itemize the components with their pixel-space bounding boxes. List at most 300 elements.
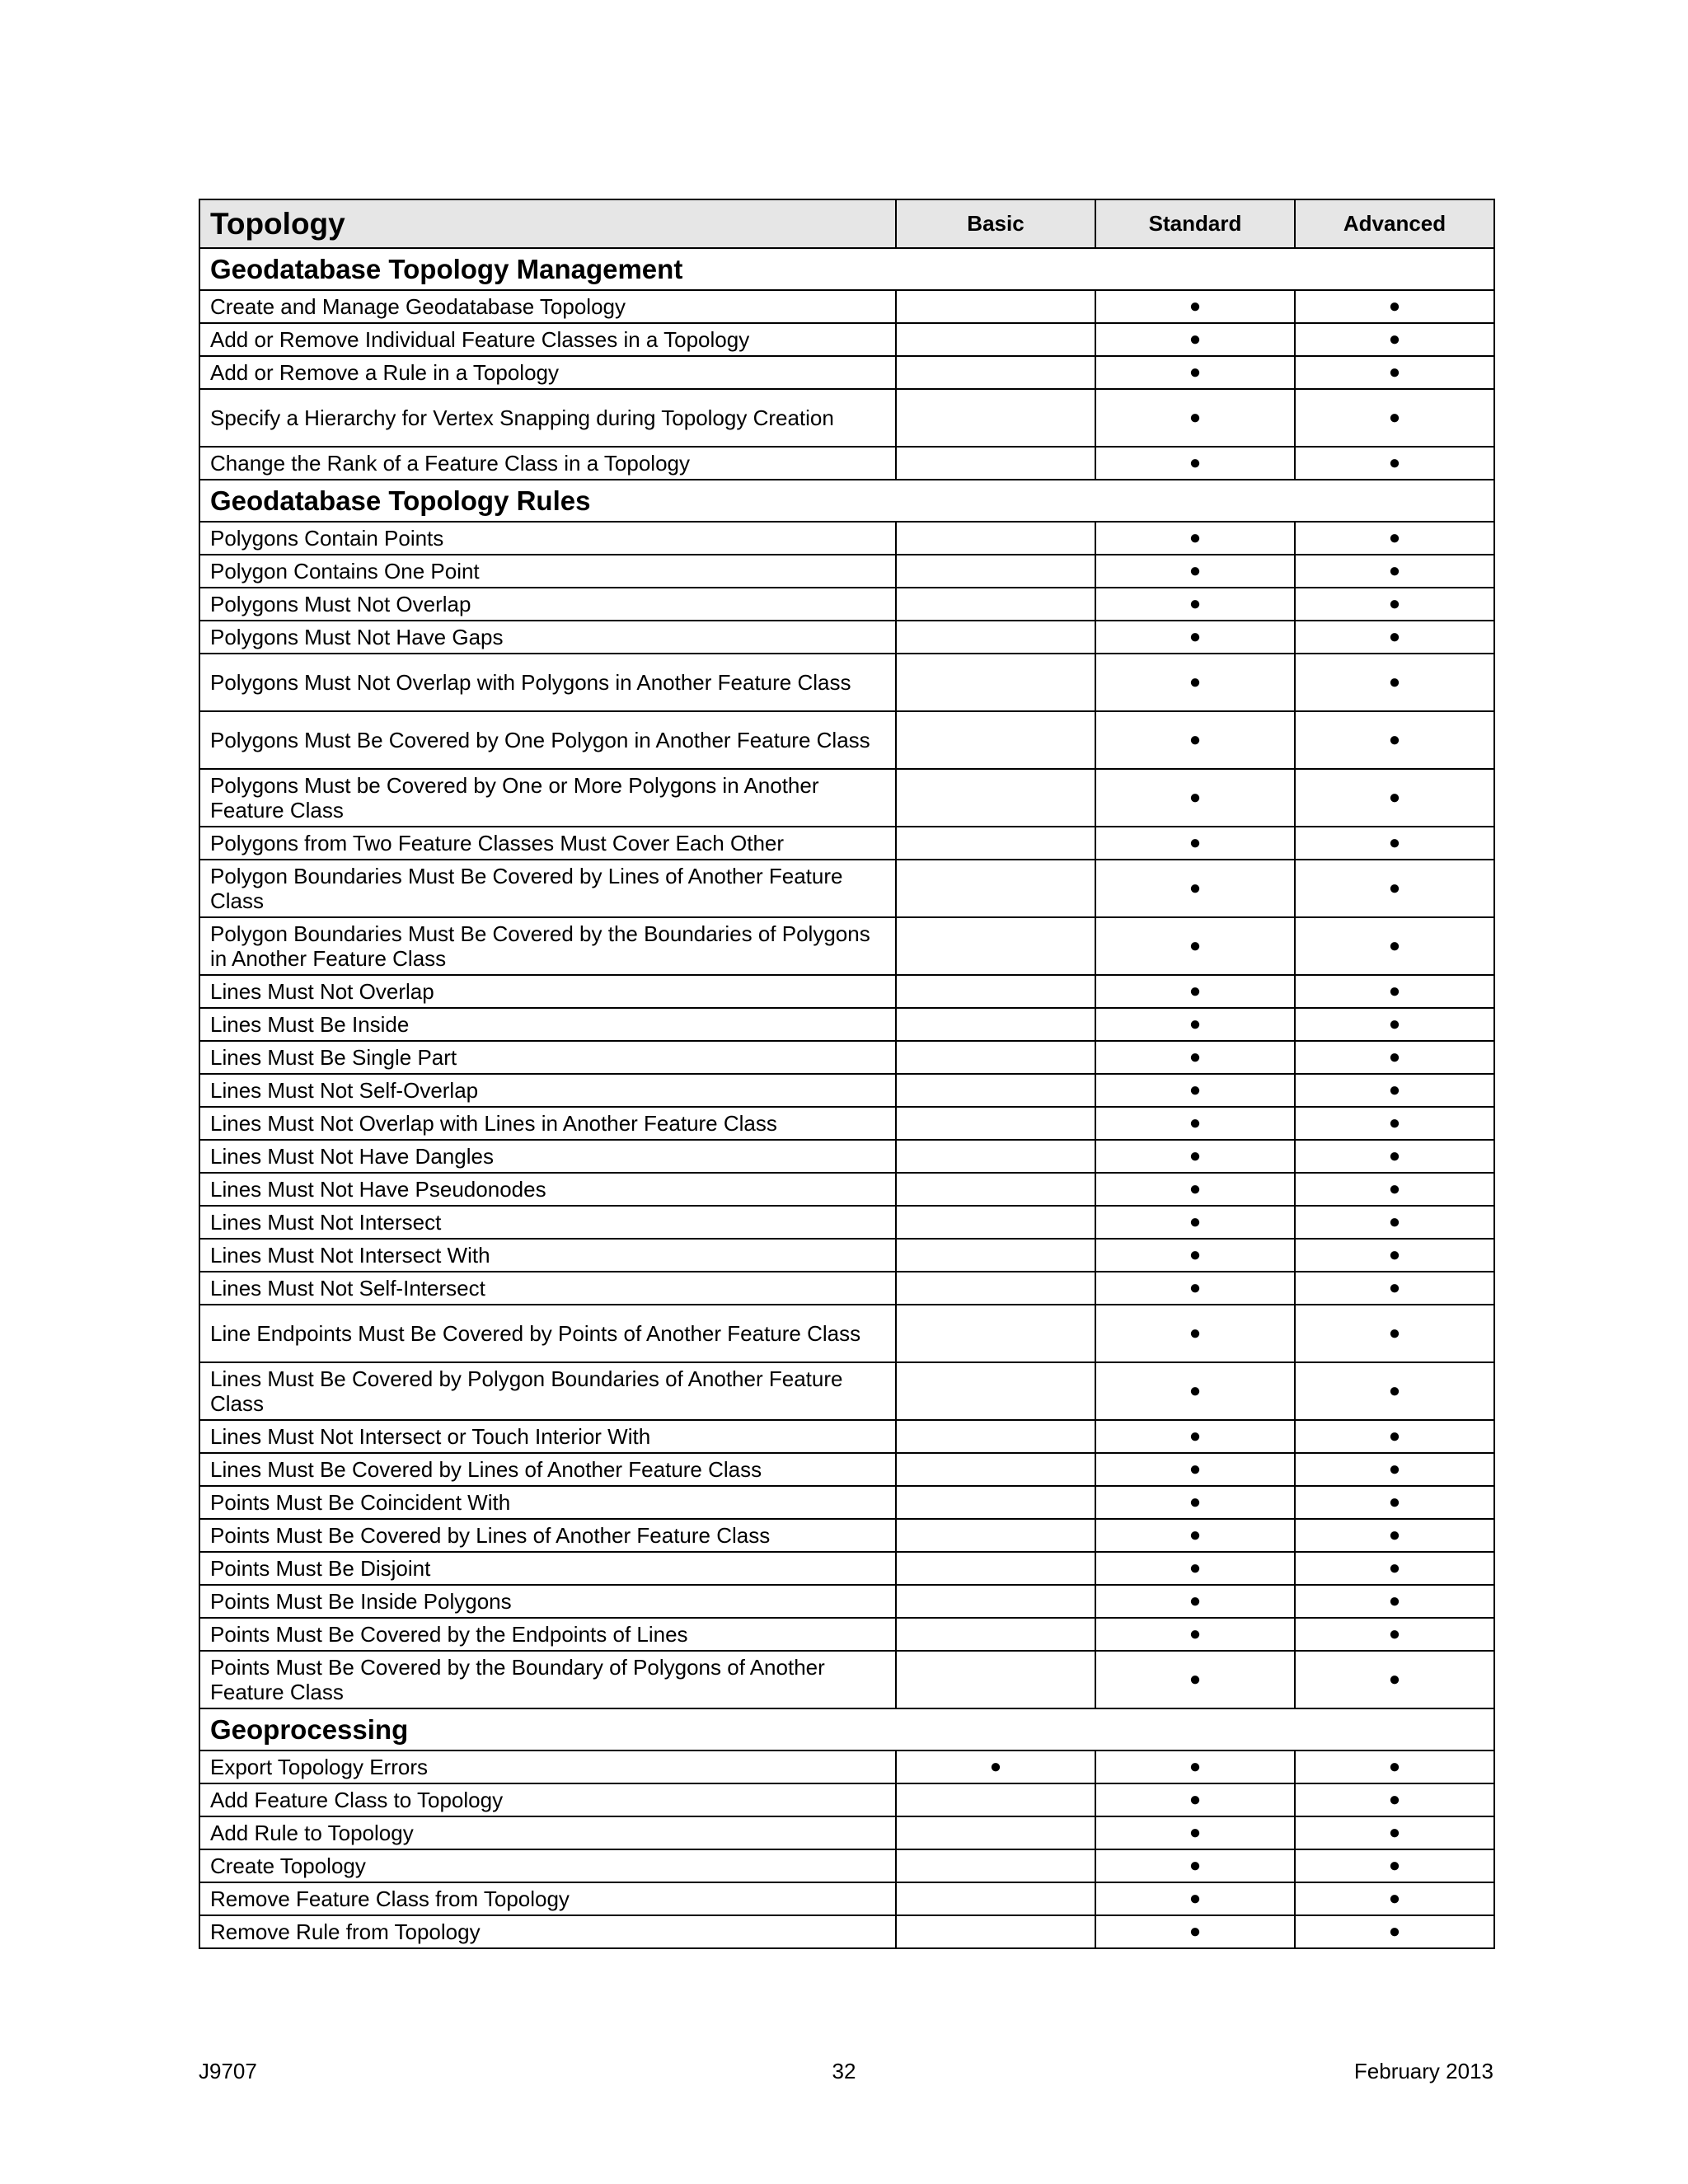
table-row: [199, 654, 1494, 711]
standard-availability-cell: [1095, 389, 1295, 447]
feature-label: Polygons Must Be Covered by One Polygon in Another Feature Class: [199, 711, 896, 769]
standard-availability-cell: [1095, 1552, 1295, 1585]
availability-dot-icon: ●: [1388, 1458, 1401, 1480]
availability-dot-icon: ●: [1388, 593, 1401, 615]
standard-availability-cell: [1095, 860, 1295, 917]
availability-dot-icon: ●: [1189, 1557, 1202, 1579]
advanced-availability-cell: [1295, 827, 1494, 860]
table-row: [199, 1305, 1494, 1362]
availability-dot-icon: ●: [1388, 626, 1401, 648]
footer-page-number: 32: [832, 2059, 856, 2083]
table-row: [199, 1783, 1494, 1816]
availability-dot-icon: ●: [1189, 560, 1202, 582]
feature-label: Points Must Be Disjoint: [199, 1552, 896, 1585]
table-row: [199, 389, 1494, 447]
advanced-availability-cell: [1295, 1618, 1494, 1651]
feature-label: Points Must Be Covered by the Endpoints of Lines: [199, 1618, 896, 1651]
footer-date: February 2013: [1353, 2059, 1493, 2083]
availability-dot-icon: ●: [1189, 1755, 1202, 1778]
availability-dot-icon: ●: [1388, 1046, 1401, 1068]
availability-dot-icon: ●: [1189, 1458, 1202, 1480]
advanced-availability-cell: [1295, 522, 1494, 555]
availability-dot-icon: ●: [1388, 406, 1401, 429]
standard-availability-cell: [1095, 621, 1295, 654]
availability-dot-icon: ●: [1189, 1046, 1202, 1068]
standard-availability-cell: [1095, 1585, 1295, 1618]
availability-dot-icon: ●: [1388, 1788, 1401, 1811]
feature-label: Points Must Be Covered by Lines of Another Feature Class: [199, 1519, 896, 1552]
advanced-availability-cell: [1295, 1552, 1494, 1585]
section-title: Geodatabase Topology Rules: [199, 480, 1494, 522]
standard-availability-cell: [1095, 522, 1295, 555]
basic-availability-cell: [896, 1362, 1095, 1420]
table-row: [199, 1618, 1494, 1651]
availability-dot-icon: ●: [1189, 1425, 1202, 1447]
basic-availability-cell: [896, 711, 1095, 769]
availability-dot-icon: ●: [1189, 1244, 1202, 1266]
table-row: [199, 1272, 1494, 1305]
standard-availability-cell: [1095, 1486, 1295, 1519]
feature-label: Remove Feature Class from Topology: [199, 1882, 896, 1915]
table-row: [199, 1651, 1494, 1708]
table-row: [199, 1552, 1494, 1585]
table-row: [199, 1585, 1494, 1618]
availability-dot-icon: ●: [1388, 328, 1401, 350]
table-row: [199, 1816, 1494, 1849]
standard-availability-cell: [1095, 711, 1295, 769]
standard-availability-cell: [1095, 769, 1295, 827]
section-title: Geodatabase Topology Management: [199, 248, 1494, 290]
standard-availability-cell: [1095, 1420, 1295, 1453]
basic-availability-cell: [896, 447, 1095, 480]
feature-label: Lines Must Not Overlap: [199, 975, 896, 1008]
feature-label: Lines Must Be Inside: [199, 1008, 896, 1041]
availability-dot-icon: ●: [1189, 1145, 1202, 1167]
availability-dot-icon: ●: [1388, 1668, 1401, 1690]
standard-availability-cell: [1095, 555, 1295, 588]
table-row: [199, 827, 1494, 860]
standard-availability-cell: [1095, 1173, 1295, 1206]
basic-availability-cell: [896, 1816, 1095, 1849]
table-row: [199, 1239, 1494, 1272]
feature-label: Polygons Must Not Overlap with Polygons in Another Feature Class: [199, 654, 896, 711]
table-row: [199, 555, 1494, 588]
basic-availability-cell: [896, 1783, 1095, 1816]
column-header-standard: Standard: [1095, 199, 1295, 248]
basic-availability-cell: [896, 555, 1095, 588]
feature-label: Lines Must Not Intersect: [199, 1206, 896, 1239]
availability-dot-icon: ●: [1388, 1557, 1401, 1579]
table-row: [199, 1519, 1494, 1552]
availability-dot-icon: ●: [1388, 1277, 1401, 1299]
standard-availability-cell: [1095, 1206, 1295, 1239]
standard-availability-cell: [1095, 1272, 1295, 1305]
basic-availability-cell: [896, 1206, 1095, 1239]
feature-label: Add or Remove a Rule in a Topology: [199, 356, 896, 389]
advanced-availability-cell: [1295, 769, 1494, 827]
advanced-availability-cell: [1295, 654, 1494, 711]
advanced-availability-cell: [1295, 1420, 1494, 1453]
basic-availability-cell: [896, 1552, 1095, 1585]
standard-availability-cell: [1095, 1008, 1295, 1041]
standard-availability-cell: [1095, 1849, 1295, 1882]
availability-dot-icon: ●: [1189, 1322, 1202, 1344]
standard-availability-cell: [1095, 1362, 1295, 1420]
availability-dot-icon: ●: [1189, 1668, 1202, 1690]
basic-availability-cell: [896, 1305, 1095, 1362]
advanced-availability-cell: [1295, 1849, 1494, 1882]
table-row: [199, 447, 1494, 480]
advanced-availability-cell: [1295, 1107, 1494, 1140]
availability-dot-icon: ●: [1189, 1013, 1202, 1035]
feature-label: Points Must Be Coincident With: [199, 1486, 896, 1519]
standard-availability-cell: [1095, 975, 1295, 1008]
availability-dot-icon: ●: [1189, 295, 1202, 317]
availability-dot-icon: ●: [1388, 935, 1401, 957]
feature-label: Lines Must Not Self-Intersect: [199, 1272, 896, 1305]
feature-label: Export Topology Errors: [199, 1750, 896, 1783]
advanced-availability-cell: [1295, 1173, 1494, 1206]
availability-dot-icon: ●: [1189, 786, 1202, 808]
standard-availability-cell: [1095, 654, 1295, 711]
feature-label: Polygon Contains One Point: [199, 555, 896, 588]
advanced-availability-cell: [1295, 1272, 1494, 1305]
standard-availability-cell: [1095, 1915, 1295, 1948]
table-row: [199, 917, 1494, 975]
advanced-availability-cell: [1295, 1008, 1494, 1041]
table-title: Topology: [199, 199, 896, 248]
standard-availability-cell: [1095, 1882, 1295, 1915]
basic-availability-cell: [896, 1272, 1095, 1305]
availability-dot-icon: ●: [1189, 1277, 1202, 1299]
feature-label: Lines Must Be Covered by Lines of Another Feature Class: [199, 1453, 896, 1486]
basic-availability-cell: [896, 1107, 1095, 1140]
advanced-availability-cell: [1295, 1486, 1494, 1519]
footer-document-id: J9707: [199, 2059, 257, 2083]
basic-availability-cell: [896, 290, 1095, 323]
table-row: [199, 1915, 1494, 1948]
table-row: [199, 356, 1494, 389]
basic-availability-cell: [896, 975, 1095, 1008]
advanced-availability-cell: [1295, 860, 1494, 917]
availability-dot-icon: ●: [1388, 452, 1401, 474]
basic-availability-cell: [896, 1585, 1095, 1618]
availability-dot-icon: ●: [1388, 1887, 1401, 1910]
advanced-availability-cell: [1295, 1651, 1494, 1708]
availability-dot-icon: ●: [1189, 1887, 1202, 1910]
basic-availability-cell: [896, 1849, 1095, 1882]
feature-label: Polygons Must Not Overlap: [199, 588, 896, 621]
standard-availability-cell: [1095, 1453, 1295, 1486]
availability-dot-icon: ●: [1189, 452, 1202, 474]
availability-dot-icon: ●: [1388, 1322, 1401, 1344]
availability-dot-icon: ●: [1388, 1211, 1401, 1233]
availability-dot-icon: ●: [1189, 1854, 1202, 1877]
basic-availability-cell: [896, 1651, 1095, 1708]
table-row: [199, 522, 1494, 555]
availability-dot-icon: ●: [1388, 1623, 1401, 1645]
availability-dot-icon: ●: [1388, 1145, 1401, 1167]
feature-label: Polygon Boundaries Must Be Covered by Lines of Another Feature Class: [199, 860, 896, 917]
basic-availability-cell: [896, 1618, 1095, 1651]
standard-availability-cell: [1095, 917, 1295, 975]
availability-dot-icon: ●: [1388, 729, 1401, 751]
availability-dot-icon: ●: [1388, 832, 1401, 854]
feature-label: Change the Rank of a Feature Class in a Topology: [199, 447, 896, 480]
advanced-availability-cell: [1295, 1915, 1494, 1948]
standard-availability-cell: [1095, 1305, 1295, 1362]
advanced-availability-cell: [1295, 621, 1494, 654]
availability-dot-icon: ●: [1189, 1590, 1202, 1612]
standard-availability-cell: [1095, 588, 1295, 621]
feature-label: Add Rule to Topology: [199, 1816, 896, 1849]
availability-dot-icon: ●: [1388, 1920, 1401, 1943]
basic-availability-cell: [896, 1882, 1095, 1915]
advanced-availability-cell: [1295, 1519, 1494, 1552]
feature-label: Polygons Must be Covered by One or More Polygons in Another Feature Class: [199, 769, 896, 827]
feature-label: Lines Must Not Self-Overlap: [199, 1074, 896, 1107]
availability-dot-icon: ●: [1189, 832, 1202, 854]
basic-availability-cell: [896, 1750, 1095, 1783]
table-row: [199, 323, 1494, 356]
availability-dot-icon: ●: [1189, 877, 1202, 899]
availability-dot-icon: ●: [1189, 1788, 1202, 1811]
advanced-availability-cell: [1295, 917, 1494, 975]
feature-label: Remove Rule from Topology: [199, 1915, 896, 1948]
availability-dot-icon: ●: [1189, 328, 1202, 350]
table-row: [199, 1173, 1494, 1206]
advanced-availability-cell: [1295, 447, 1494, 480]
availability-dot-icon: ●: [1388, 1491, 1401, 1513]
basic-availability-cell: [896, 1173, 1095, 1206]
table-row: [199, 1206, 1494, 1239]
availability-dot-icon: ●: [1189, 593, 1202, 615]
feature-label: Lines Must Not Intersect With: [199, 1239, 896, 1272]
availability-dot-icon: ●: [1189, 980, 1202, 1002]
advanced-availability-cell: [1295, 323, 1494, 356]
availability-dot-icon: ●: [1388, 1854, 1401, 1877]
advanced-availability-cell: [1295, 290, 1494, 323]
table-row: [199, 1486, 1494, 1519]
table-body: [199, 248, 1494, 1948]
basic-availability-cell: [896, 1239, 1095, 1272]
column-header-basic: Basic: [896, 199, 1095, 248]
feature-label: Points Must Be Covered by the Boundary of Polygons of Another Feature Class: [199, 1651, 896, 1708]
basic-availability-cell: [896, 1519, 1095, 1552]
availability-dot-icon: ●: [1388, 980, 1401, 1002]
standard-availability-cell: [1095, 1041, 1295, 1074]
section-header-row: [199, 248, 1494, 290]
standard-availability-cell: [1095, 1651, 1295, 1708]
section-title: Geoprocessing: [199, 1708, 1494, 1750]
basic-availability-cell: [896, 1420, 1095, 1453]
standard-availability-cell: [1095, 1074, 1295, 1107]
availability-dot-icon: ●: [1388, 877, 1401, 899]
availability-dot-icon: ●: [1388, 1178, 1401, 1200]
topology-license-table: [199, 199, 1495, 1949]
availability-dot-icon: ●: [1189, 1211, 1202, 1233]
availability-dot-icon: ●: [1189, 1112, 1202, 1134]
feature-label: Lines Must Be Single Part: [199, 1041, 896, 1074]
feature-label: Create Topology: [199, 1849, 896, 1882]
basic-availability-cell: [896, 827, 1095, 860]
advanced-availability-cell: [1295, 555, 1494, 588]
basic-availability-cell: [896, 769, 1095, 827]
advanced-availability-cell: [1295, 711, 1494, 769]
feature-label: Create and Manage Geodatabase Topology: [199, 290, 896, 323]
advanced-availability-cell: [1295, 588, 1494, 621]
table-row: [199, 1008, 1494, 1041]
feature-label: Lines Must Not Intersect or Touch Interior With: [199, 1420, 896, 1453]
feature-label: Add Feature Class to Topology: [199, 1783, 896, 1816]
availability-dot-icon: ●: [1189, 1178, 1202, 1200]
basic-availability-cell: [896, 860, 1095, 917]
availability-dot-icon: ●: [1388, 1590, 1401, 1612]
availability-dot-icon: ●: [1189, 729, 1202, 751]
basic-availability-cell: [896, 1041, 1095, 1074]
availability-dot-icon: ●: [1189, 935, 1202, 957]
availability-dot-icon: ●: [1388, 527, 1401, 549]
availability-dot-icon: ●: [1189, 406, 1202, 429]
availability-dot-icon: ●: [1189, 1380, 1202, 1402]
section-header-row: [199, 480, 1494, 522]
basic-availability-cell: [896, 1453, 1095, 1486]
advanced-availability-cell: [1295, 1140, 1494, 1173]
advanced-availability-cell: [1295, 975, 1494, 1008]
availability-dot-icon: ●: [1388, 1112, 1401, 1134]
basic-availability-cell: [896, 588, 1095, 621]
availability-dot-icon: ●: [1189, 626, 1202, 648]
feature-label: Specify a Hierarchy for Vertex Snapping during Topology Creation: [199, 389, 896, 447]
advanced-availability-cell: [1295, 1239, 1494, 1272]
table-row: [199, 1041, 1494, 1074]
standard-availability-cell: [1095, 447, 1295, 480]
availability-dot-icon: ●: [1388, 1425, 1401, 1447]
availability-dot-icon: ●: [1388, 1380, 1401, 1402]
availability-dot-icon: ●: [1189, 527, 1202, 549]
standard-availability-cell: [1095, 1783, 1295, 1816]
advanced-availability-cell: [1295, 1362, 1494, 1420]
advanced-availability-cell: [1295, 1882, 1494, 1915]
table-row: [199, 588, 1494, 621]
advanced-availability-cell: [1295, 1783, 1494, 1816]
table-header-row: [199, 199, 1494, 248]
availability-dot-icon: ●: [1388, 361, 1401, 383]
advanced-availability-cell: [1295, 1816, 1494, 1849]
advanced-availability-cell: [1295, 1074, 1494, 1107]
basic-availability-cell: [896, 389, 1095, 447]
basic-availability-cell: [896, 1486, 1095, 1519]
basic-availability-cell: [896, 1140, 1095, 1173]
table-row: [199, 290, 1494, 323]
standard-availability-cell: [1095, 290, 1295, 323]
advanced-availability-cell: [1295, 1585, 1494, 1618]
basic-availability-cell: [896, 654, 1095, 711]
advanced-availability-cell: [1295, 1305, 1494, 1362]
feature-label: Lines Must Not Have Pseudonodes: [199, 1173, 896, 1206]
standard-availability-cell: [1095, 1816, 1295, 1849]
availability-dot-icon: ●: [989, 1755, 1002, 1778]
standard-availability-cell: [1095, 1239, 1295, 1272]
basic-availability-cell: [896, 1008, 1095, 1041]
feature-label: Points Must Be Inside Polygons: [199, 1585, 896, 1618]
availability-dot-icon: ●: [1189, 1079, 1202, 1101]
standard-availability-cell: [1095, 827, 1295, 860]
basic-availability-cell: [896, 917, 1095, 975]
section-header-row: [199, 1708, 1494, 1750]
availability-dot-icon: ●: [1388, 786, 1401, 808]
availability-dot-icon: ●: [1388, 1755, 1401, 1778]
feature-label: Add or Remove Individual Feature Classes in a Topology: [199, 323, 896, 356]
feature-label: Polygon Boundaries Must Be Covered by the Boundaries of Polygons in Another Feature Class: [199, 917, 896, 975]
standard-availability-cell: [1095, 323, 1295, 356]
availability-dot-icon: ●: [1388, 1244, 1401, 1266]
feature-label: Lines Must Not Have Dangles: [199, 1140, 896, 1173]
standard-availability-cell: [1095, 1107, 1295, 1140]
table-row: [199, 769, 1494, 827]
feature-label: Lines Must Be Covered by Polygon Boundaries of Another Feature Class: [199, 1362, 896, 1420]
table-row: [199, 1849, 1494, 1882]
advanced-availability-cell: [1295, 1750, 1494, 1783]
table-row: [199, 621, 1494, 654]
advanced-availability-cell: [1295, 1041, 1494, 1074]
table-row: [199, 1750, 1494, 1783]
advanced-availability-cell: [1295, 389, 1494, 447]
availability-dot-icon: ●: [1388, 295, 1401, 317]
availability-dot-icon: ●: [1189, 1920, 1202, 1943]
basic-availability-cell: [896, 1074, 1095, 1107]
availability-dot-icon: ●: [1189, 1491, 1202, 1513]
availability-dot-icon: ●: [1189, 671, 1202, 693]
availability-dot-icon: ●: [1388, 560, 1401, 582]
availability-dot-icon: ●: [1388, 671, 1401, 693]
table-row: [199, 1453, 1494, 1486]
table-row: [199, 1362, 1494, 1420]
availability-dot-icon: ●: [1388, 1013, 1401, 1035]
feature-label: Line Endpoints Must Be Covered by Points of Another Feature Class: [199, 1305, 896, 1362]
availability-dot-icon: ●: [1388, 1524, 1401, 1546]
standard-availability-cell: [1095, 356, 1295, 389]
table-row: [199, 975, 1494, 1008]
table-row: [199, 1140, 1494, 1173]
basic-availability-cell: [896, 522, 1095, 555]
column-header-advanced: Advanced: [1295, 199, 1494, 248]
standard-availability-cell: [1095, 1618, 1295, 1651]
basic-availability-cell: [896, 1915, 1095, 1948]
standard-availability-cell: [1095, 1519, 1295, 1552]
table-row: [199, 860, 1494, 917]
basic-availability-cell: [896, 356, 1095, 389]
advanced-availability-cell: [1295, 1453, 1494, 1486]
availability-dot-icon: ●: [1189, 1524, 1202, 1546]
feature-label: Polygons Must Not Have Gaps: [199, 621, 896, 654]
availability-dot-icon: ●: [1189, 361, 1202, 383]
feature-label: Polygons from Two Feature Classes Must Cover Each Other: [199, 827, 896, 860]
advanced-availability-cell: [1295, 1206, 1494, 1239]
basic-availability-cell: [896, 621, 1095, 654]
availability-dot-icon: ●: [1388, 1821, 1401, 1844]
availability-dot-icon: ●: [1189, 1821, 1202, 1844]
table-row: [199, 1420, 1494, 1453]
availability-dot-icon: ●: [1388, 1079, 1401, 1101]
availability-dot-icon: ●: [1189, 1623, 1202, 1645]
basic-availability-cell: [896, 323, 1095, 356]
table-row: [199, 711, 1494, 769]
feature-label: Polygons Contain Points: [199, 522, 896, 555]
advanced-availability-cell: [1295, 356, 1494, 389]
feature-label: Lines Must Not Overlap with Lines in Another Feature Class: [199, 1107, 896, 1140]
standard-availability-cell: [1095, 1750, 1295, 1783]
